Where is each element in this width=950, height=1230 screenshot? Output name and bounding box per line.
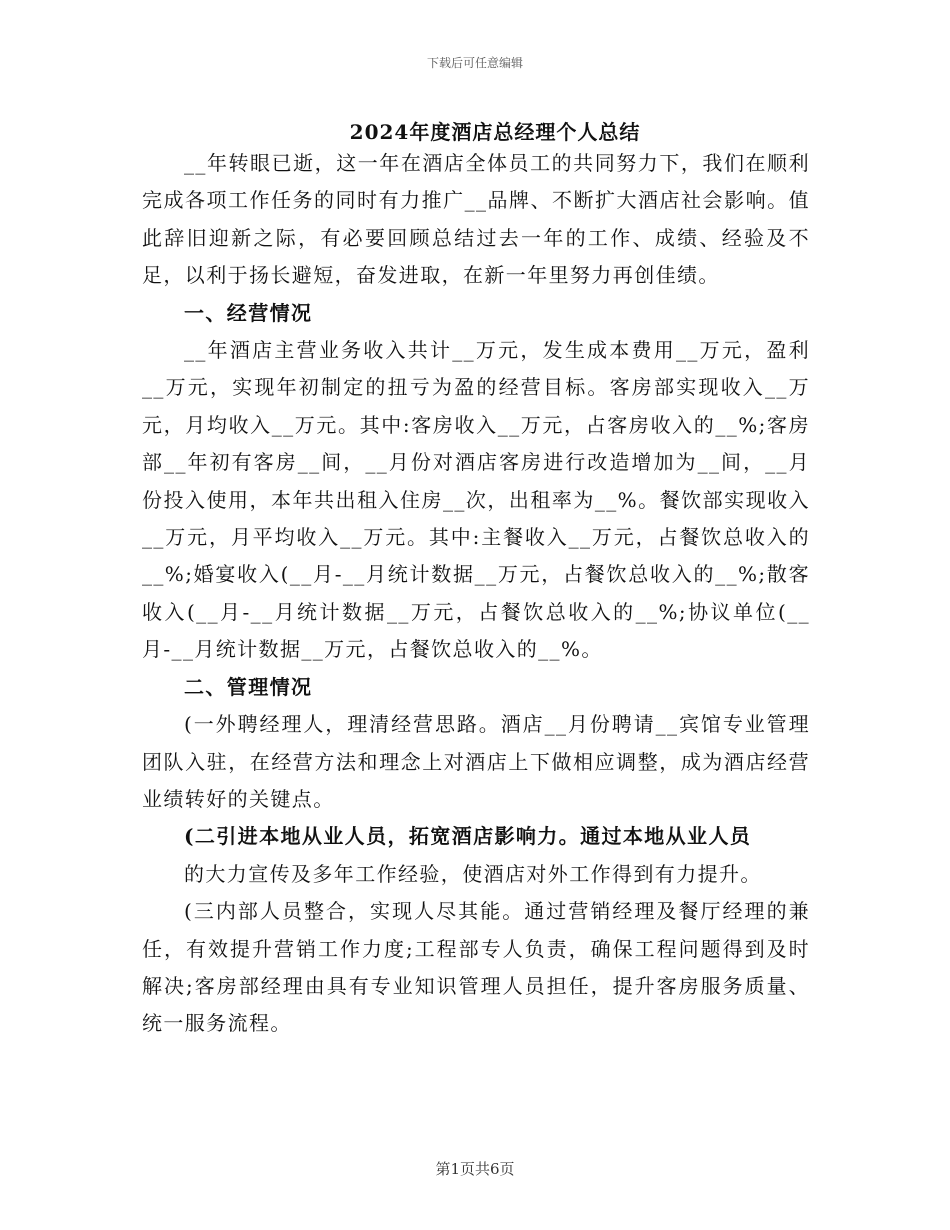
document-title: 2024年度酒店总经理个人总结	[349, 120, 641, 144]
page-header: 下载后可任意编辑	[426, 56, 523, 70]
management-paragraph-2-body: 的大力宣传及多年工作经验，使酒店对外工作得到有力提升。	[184, 861, 762, 886]
page-footer: 第1页共6页	[435, 1160, 515, 1178]
management-paragraph-3: (三内部人员整合，实现人尽其能。通过营销经理及餐厅经理的兼任，有效提升营销工作力度;工程部专人负责，确保工程问题得到及时解决;客房部经理由具有专业知识管理人员担任，提升客房服务质量、统一服务流程。	[142, 899, 810, 1036]
document-body	[142, 145, 810, 1043]
intro-paragraph: __年转眼已逝，这一年在酒店全体员工的共同努力下，我们在顺利完成各项工作任务的同时有力推广__品牌、不断扩大酒店社会影响。值此辞旧迎新之际，有必要回顾总结过去一年的工作、成绩、经验及不足，以利于扬长避短，奋发进取，在新一年里努力再创佳绩。	[142, 151, 810, 288]
management-paragraph-1: (一外聘经理人，理清经营思路。酒店__月份聘请__宾馆专业管理团队入驻，在经营方法和理念上对酒店上下做相应调整，成为酒店经营业绩转好的关键点。	[142, 712, 810, 811]
section-heading-business: 一、经营情况	[184, 300, 313, 325]
management-paragraph-2-heading: (二引进本地从业人员，拓宽酒店影响力。通过本地从业人员	[184, 824, 752, 849]
business-paragraph: __年酒店主营业务收入共计__万元，发生成本费用__万元，盈利__万元，实现年初制定的扭亏为盈的经营目标。客房部实现收入__万元，月均收入__万元。其中:客房收入__万元，占客房收入的__%;客房部__年初有客房__间，__月份对酒店客房进行改造增加为__间，__月份投入使用，本年共出租入住房__次，出租率为__%。餐饮部实现收入__万元，月平均收入__万元。其中:主餐收入__万元，占餐饮总收入的__%;婚宴收入(__月-__月统计数据__万元，占餐饮总收入的__%;散客收入(__月-__月统计数据__万元，占餐饮总收入的__%;协议单位(__月-__月统计数据__万元，占餐饮总收入的__%。	[142, 338, 810, 662]
section-heading-management: 二、管理情况	[184, 674, 313, 699]
